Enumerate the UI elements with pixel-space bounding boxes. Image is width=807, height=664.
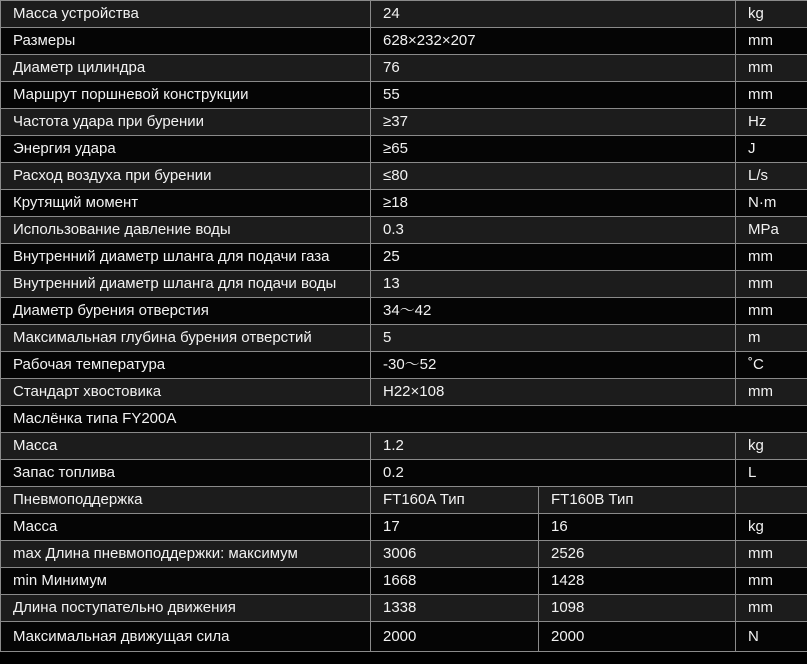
row-unit: kg xyxy=(736,514,807,541)
row-value: H22×108 xyxy=(371,379,736,406)
row-label: Внутренний диаметр шланга для подачи воды xyxy=(1,271,371,298)
table-row xyxy=(1,271,807,298)
table-row xyxy=(1,460,807,487)
table-row xyxy=(1,352,807,379)
row-value: 25 xyxy=(371,244,736,271)
row-value: 5 xyxy=(371,325,736,352)
section-header-airleg xyxy=(1,487,807,514)
row-value-a: 1668 xyxy=(371,568,539,595)
row-label: max Длина пневмоподдержки: максимум xyxy=(1,541,371,568)
row-unit: ˚C xyxy=(736,352,807,379)
row-value-a: 2000 xyxy=(371,622,539,652)
table-row xyxy=(1,622,807,652)
row-value: -30～52 xyxy=(371,352,736,379)
row-unit: m xyxy=(736,325,807,352)
table-row xyxy=(1,325,807,352)
empty-cell xyxy=(736,487,807,514)
row-value-b: 1098 xyxy=(539,595,736,622)
section-title: Пневмоподдержка xyxy=(1,487,371,514)
table-row xyxy=(1,298,807,325)
row-label: Максимальная глубина бурения отверстий xyxy=(1,325,371,352)
row-value: 76 xyxy=(371,55,736,82)
row-label: Частота удара при бурении xyxy=(1,109,371,136)
table-row xyxy=(1,136,807,163)
row-label: Внутренний диаметр шланга для подачи газа xyxy=(1,244,371,271)
row-label: Расход воздуха при бурении xyxy=(1,163,371,190)
row-unit: kg xyxy=(736,1,807,28)
row-label: Стандарт хвостовика xyxy=(1,379,371,406)
table-row xyxy=(1,55,807,82)
row-label: Диаметр цилиндра xyxy=(1,55,371,82)
row-unit: mm xyxy=(736,568,807,595)
row-unit: mm xyxy=(736,244,807,271)
row-label: Запас топлива xyxy=(1,460,371,487)
section-header-lubricator xyxy=(1,406,807,433)
row-unit: mm xyxy=(736,82,807,109)
row-unit: N xyxy=(736,622,807,652)
row-label: Энергия удара xyxy=(1,136,371,163)
type-a-header: FT160A Тип xyxy=(371,487,539,514)
row-unit: N·m xyxy=(736,190,807,217)
row-value-a: 1338 xyxy=(371,595,539,622)
row-label: Диаметр бурения отверстия xyxy=(1,298,371,325)
row-label: Масса xyxy=(1,514,371,541)
row-value: 1.2 xyxy=(371,433,736,460)
row-unit: mm xyxy=(736,541,807,568)
row-label: Крутящий момент xyxy=(1,190,371,217)
row-value: 0.2 xyxy=(371,460,736,487)
table-row xyxy=(1,82,807,109)
row-label: Маршрут поршневой конструкции xyxy=(1,82,371,109)
row-unit: mm xyxy=(736,55,807,82)
row-value: ≥37 xyxy=(371,109,736,136)
row-label: Размеры xyxy=(1,28,371,55)
row-unit: MPa xyxy=(736,217,807,244)
table-row xyxy=(1,28,807,55)
row-value-a: 3006 xyxy=(371,541,539,568)
row-label: Масса устройства xyxy=(1,1,371,28)
row-value: ≥65 xyxy=(371,136,736,163)
row-unit: L/s xyxy=(736,163,807,190)
row-label: Рабочая температура xyxy=(1,352,371,379)
row-label: min Минимум xyxy=(1,568,371,595)
row-label: Длина поступательно движения xyxy=(1,595,371,622)
table-row xyxy=(1,514,807,541)
table-row xyxy=(1,379,807,406)
table-row xyxy=(1,244,807,271)
table-row xyxy=(1,541,807,568)
row-value: 34～42 xyxy=(371,298,736,325)
row-unit: mm xyxy=(736,379,807,406)
row-unit: mm xyxy=(736,271,807,298)
table-row xyxy=(1,217,807,244)
table-row xyxy=(1,1,807,28)
table-row xyxy=(1,568,807,595)
row-unit: mm xyxy=(736,298,807,325)
row-value: 55 xyxy=(371,82,736,109)
table-row xyxy=(1,163,807,190)
table-row xyxy=(1,109,807,136)
row-label: Масса xyxy=(1,433,371,460)
row-unit: mm xyxy=(736,595,807,622)
row-unit: J xyxy=(736,136,807,163)
table-row xyxy=(1,595,807,622)
row-value-b: 2526 xyxy=(539,541,736,568)
row-value: 628×232×207 xyxy=(371,28,736,55)
row-unit: L xyxy=(736,460,807,487)
row-value: 0.3 xyxy=(371,217,736,244)
row-unit: kg xyxy=(736,433,807,460)
table-row xyxy=(1,433,807,460)
row-value-b: 1428 xyxy=(539,568,736,595)
row-unit: Hz xyxy=(736,109,807,136)
section-title: Маслёнка типа FY200A xyxy=(1,406,807,433)
row-value-a: 17 xyxy=(371,514,539,541)
type-b-header: FT160B Тип xyxy=(539,487,736,514)
row-value-b: 2000 xyxy=(539,622,736,652)
row-value-b: 16 xyxy=(539,514,736,541)
table-row xyxy=(1,190,807,217)
row-label: Использование давление воды xyxy=(1,217,371,244)
row-value: ≤80 xyxy=(371,163,736,190)
row-value: ≥18 xyxy=(371,190,736,217)
row-label: Максимальная движущая сила xyxy=(1,622,371,652)
row-value: 24 xyxy=(371,1,736,28)
row-unit: mm xyxy=(736,28,807,55)
row-value: 13 xyxy=(371,271,736,298)
